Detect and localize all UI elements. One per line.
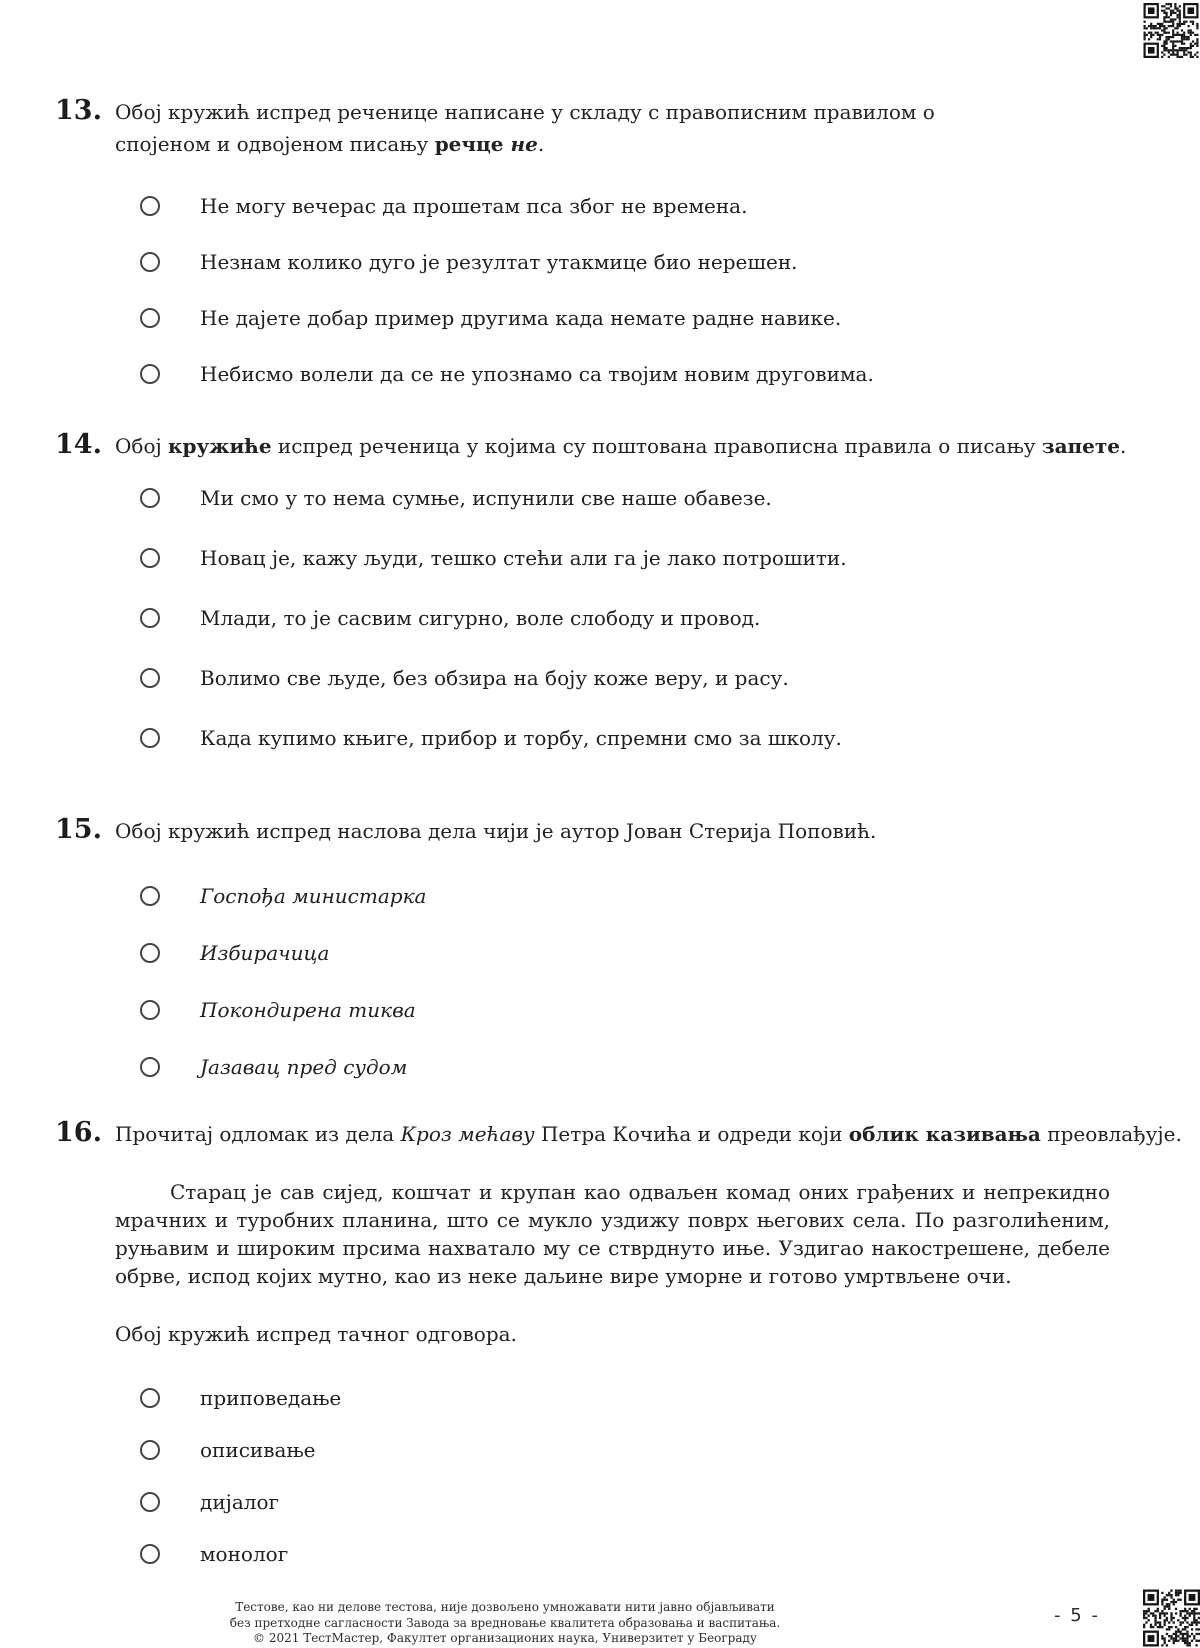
answer-bubble[interactable] [140,886,160,906]
answer-option-label: Небисмо волели да се не упознамо са твојим новим друговима. [200,362,874,386]
question-number: 16. [55,1117,102,1148]
answer-option-label: описивање [200,1438,316,1462]
question-number: 14. [55,429,102,460]
answer-option-label: Јазавац пред судом [200,1055,408,1079]
answer-option-label: Покондирена тиква [200,998,416,1022]
answer-bubble[interactable] [140,548,160,568]
question-number: 15. [55,814,102,845]
qr-code-icon [1142,3,1200,58]
answer-option-label: Госпођа министарка [200,884,427,908]
answer-bubble[interactable] [140,1440,160,1460]
question-16 [0,1118,1200,1594]
question-stem: Обој кружић испред наслова дела чији је аутор Јован Стерија Поповић. [115,819,877,843]
answer-option-row [140,362,1115,386]
page-number: - 5 - [1054,1605,1100,1626]
answer-option-row [140,1542,1115,1566]
copyright-line-2: без претходне сагласности Завода за вредновање квалитета образовања и васпитања. [229,1615,781,1630]
answer-option-row [140,486,1115,510]
qr-code-icon [1143,1588,1200,1648]
copyright-notice [130,1600,880,1647]
answer-option-label: Не могу вечерас да прошетам пса због не времена. [200,194,748,218]
answer-option-row [140,546,1115,570]
options-list [140,194,1115,386]
question-body [115,1118,1182,1594]
answer-bubble[interactable] [140,1492,160,1512]
question-14 [0,430,1200,786]
answer-bubble[interactable] [140,1388,160,1408]
copyright-line-1: Тестове, као ни делове тестова, није дозвољено умножавати нити јавно објављивати [235,1600,775,1614]
answer-option-row [140,726,1115,750]
question-13 [0,96,1200,418]
answer-bubble[interactable] [140,1544,160,1564]
answer-option-label: Млади, то је сасвим сигурно, воле слободу и провод. [200,606,761,630]
answer-option-row [140,998,1115,1022]
answer-option-row [140,884,1115,908]
answer-option-label: Ми смо у то нема сумње, испунили све наше обавезе. [200,486,772,510]
answer-option-label: Када купимо књиге, прибор и торбу, спремни смо за школу. [200,726,842,750]
question-body [115,430,1127,786]
copyright-line-3: © 2021 ТестМастер, Факултет организационих наука, Универзитет у Београду [253,1631,757,1645]
answer-bubble[interactable] [140,1057,160,1077]
answer-bubble[interactable] [140,196,160,216]
answer-option-row [140,250,1115,274]
answer-option-row [140,941,1115,965]
answer-bubble[interactable] [140,728,160,748]
answer-option-row [140,666,1115,690]
question-stem: Прочитај одломак из дела Кроз мећаву Петра Кочића и одреди који облик казивања преовлађује. [115,1122,1182,1146]
qr-code-bottom-svg [1143,1588,1200,1648]
answer-option-label: монолог [200,1542,289,1566]
question-stem: Обој кружић испред реченице написане у складу с правописним правилом о спојеном и одвојеном писању речце не. [115,100,935,156]
answer-option-row [140,1490,1115,1514]
answer-option-label: Незнам колико дуго је резултат утакмице био нерешен. [200,250,798,274]
options-list [140,486,1115,750]
question-stem: Обој кружиће испред реченица у којима су поштована правописна правила о писању запете. [115,434,1127,458]
answer-option-label: Новац је, кажу људи, тешко стећи али га је лако потрошити. [200,546,847,570]
reading-passage: Старац је сав сијед, кошчат и крупан као одваљен комад оних грађених и непрекидно мрачних и туробних планина, што се мукло уздижу поврх његових села. По разголићеним, руњавим и широким прсима нахватало му се стврднуто иње. Уздигао накострешене, дебеле обрве, испод којих мутно, као из неке даљине вире уморне и готово умртвљене очи. [115,1180,1110,1288]
answer-bubble[interactable] [140,308,160,328]
question-number: 13. [55,95,102,126]
question-body [115,815,1115,1112]
answer-option-row [140,1386,1115,1410]
answer-bubble[interactable] [140,668,160,688]
question-body [115,96,1115,418]
question-15 [0,815,1200,1112]
answer-bubble[interactable] [140,252,160,272]
answer-option-row [140,1438,1115,1462]
options-list [140,884,1115,1079]
sub-instruction: Обој кружић испред тачног одговора. [115,1322,517,1346]
qr-code-top-svg [1142,3,1200,58]
answer-option-label: Не дајете добар пример другима када немате радне навике. [200,306,842,330]
answer-bubble[interactable] [140,488,160,508]
answer-option-row [140,606,1115,630]
answer-option-row [140,194,1115,218]
answer-option-label: дијалог [200,1490,279,1514]
answer-option-row [140,1055,1115,1079]
answer-bubble[interactable] [140,1000,160,1020]
options-list [140,1386,1115,1566]
answer-option-label: приповедање [200,1386,342,1410]
answer-option-label: Волимо све људе, без обзира на боју коже веру, и расу. [200,666,789,690]
answer-option-label: Избирачица [200,941,330,965]
answer-bubble[interactable] [140,364,160,384]
answer-option-row [140,306,1115,330]
answer-bubble[interactable] [140,608,160,628]
answer-bubble[interactable] [140,943,160,963]
